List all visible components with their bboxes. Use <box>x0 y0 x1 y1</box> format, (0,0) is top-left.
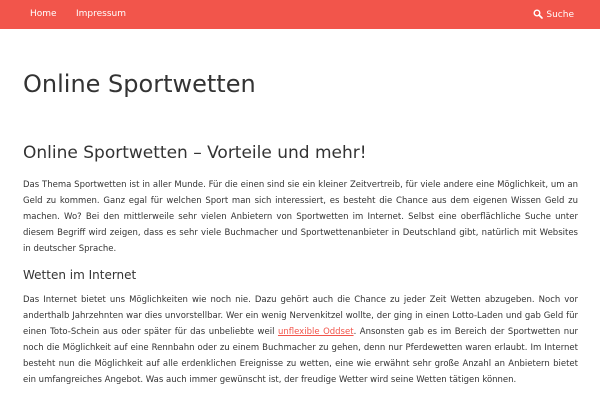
nav-link-impressum[interactable]: Impressum <box>76 9 127 19</box>
section-text-after: . Ansonsten gab es im Bereich der Sportwetten nur noch die Möglichkeit auf eine Rennbahn oder zu einem Buchmacher zu gehen, denn nur Pferdewetten waren erlaubt. Im Internet besteht nun die Möglichkeit auf alle erdenklichen Ereignisse zu wetten, eine wie erwähnt sehr große Anzahl an Anbietern bietet ein umfangreiches Angebot. Was auch immer gewünscht ist, der freudige Wetter wird seine Wetten tätigen können. <box>23 327 579 385</box>
search-icon <box>533 10 546 20</box>
site-title[interactable]: Online Sportwetten <box>23 70 256 98</box>
oddset-link[interactable]: unflexible Oddset <box>277 327 354 337</box>
article-title: Online Sportwetten – Vorteile und mehr! <box>23 143 367 163</box>
search-button[interactable] <box>533 9 574 21</box>
top-navigation-bar <box>0 0 600 29</box>
intro-paragraph: Das Thema Sportwetten ist in aller Munde. Für die einen sind sie ein kleiner Zeitvertreib, für viele andere eine Möglichkeit, um an Geld zu kommen. Ganz egal für welchen Sport man sich interessiert, es besteht die Chance aus dem eigenen Wissen Geld zu machen. Wo? Bei den mittlerweile sehr vielen Anbietern von Sportwetten im Internet. Selbst eine oberflächliche Suche unter diesem Begriff wird zeigen, dass es sehr viele Buchmacher und Sportwettenanbieter in Deutschland gibt, natürlich mit Websites in deutscher Sprache. <box>23 180 578 254</box>
section-paragraph <box>23 292 578 388</box>
section-text-before: Das Internet bietet uns Möglichkeiten wie noch nie. Dazu gehört auch die Chance zu jeder Zeit Wetten abzugeben. Noch vor anderthalb Jahrzehnten war dies unvorstellbar. Wer ein wenig Nervenkitzel wollte, der ging in einen Lotto-Laden und gab Geld für einen Toto-Schein aus oder später für das unbeliebte weil <box>23 295 578 337</box>
section-heading: Wetten im Internet <box>23 268 137 282</box>
search-label: Suche <box>546 10 574 20</box>
nav-link-home[interactable]: Home <box>30 9 57 19</box>
